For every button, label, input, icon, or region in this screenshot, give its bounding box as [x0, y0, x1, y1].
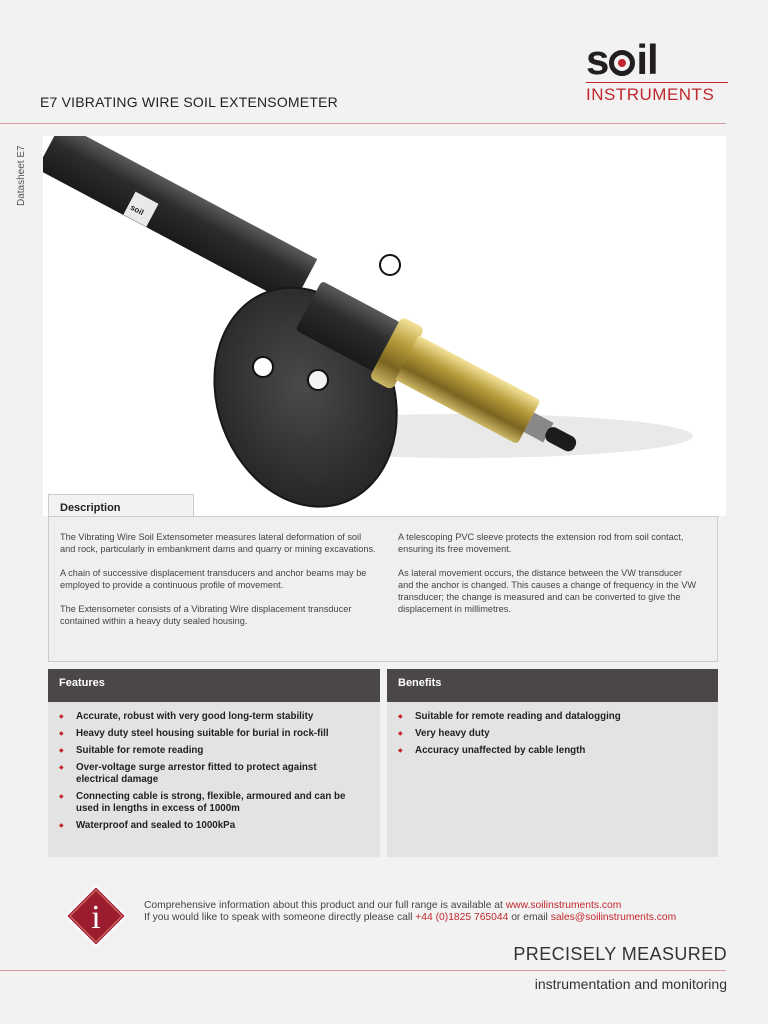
description-tab: Description [48, 494, 194, 517]
description-box [48, 516, 718, 662]
features-list [48, 702, 380, 832]
flange-plate [185, 262, 427, 516]
extensometer-illustration [43, 136, 726, 516]
list-item: ◆ Accuracy unaffected by cable length [415, 745, 690, 757]
list-item: ◆ Connecting cable is strong, flexible, armoured and can be used in lengths in excess of 1000m [76, 791, 351, 815]
website-link[interactable]: www.soilinstruments.com [505, 900, 622, 911]
logo-subtitle: INSTRUMENTS [586, 82, 728, 105]
footer-divider [0, 970, 726, 971]
list-item: ◆ Over-voltage surge arrestor fitted to protect against electrical damage [76, 762, 351, 786]
flange-bolt [308, 370, 328, 390]
description-paragraph: The Extensometer consists of a Vibrating Wire displacement transducer contained within a heavy duty sealed housing. [60, 604, 352, 626]
email-link[interactable]: sales@soilinstruments.com [550, 912, 677, 923]
info-icon [64, 884, 128, 948]
tagline: PRECISELY MEASURED [513, 944, 727, 964]
description-paragraph: The Vibrating Wire Soil Extensometer measures lateral deformation of soil and rock, particularly in embankment dams and quarry or mining excavations. [60, 532, 376, 554]
tube-label: soil [128, 202, 146, 218]
logo-letter-s: s [586, 36, 609, 83]
list-item: ◆ Suitable for remote reading [76, 745, 351, 757]
main-tube [43, 136, 317, 305]
features-heading: Features [48, 669, 380, 702]
product-photo [43, 136, 726, 516]
benefits-list [387, 702, 718, 757]
benefits-heading: Benefits [387, 669, 718, 702]
logo-o-icon [609, 50, 635, 76]
flange-hole-left [253, 357, 273, 377]
list-item: ◆ Accurate, robust with very good long-term stability [76, 711, 351, 723]
features-panel [48, 669, 380, 857]
info-line-2: If you would like to speak with someone directly please call +44 (0)1825 765044 or email sales@soilinstruments.com [144, 912, 677, 923]
list-item: ◆ Very heavy duty [415, 728, 690, 740]
info-letter: i [91, 899, 101, 936]
sub-tagline: instrumentation and monitoring [534, 976, 727, 992]
list-item: ◆ Waterproof and sealed to 1000kPa [76, 820, 351, 832]
header-divider [0, 123, 726, 124]
description-left-column [60, 531, 378, 639]
info-line-1: Comprehensive information about this product and our full range is available at www.soilinstruments.com [144, 900, 622, 911]
list-item: ◆ Heavy duty steel housing suitable for burial in rock-fill [76, 728, 351, 740]
benefits-panel [387, 669, 718, 857]
datasheet-side-label: Datasheet E7 [16, 145, 27, 206]
description-right-column [398, 531, 698, 627]
soil-instruments-logo [586, 36, 728, 105]
logo-wordmark [586, 36, 728, 83]
list-item: ◆ Suitable for remote reading and datalogging [415, 711, 690, 723]
description-paragraph: As lateral movement occurs, the distance between the VW transducer and the anchor is changed. This causes a change of frequency in the VW transducer; the change is measured and can be converted to give the displacement in millimetres. [398, 568, 697, 614]
flange-hole-top [380, 255, 400, 275]
document-title: E7 VIBRATING WIRE SOIL EXTENSOMETER [40, 94, 338, 110]
description-paragraph: A chain of successive displacement transducers and anchor beams may be employed to provide a continuous profile of movement. [60, 568, 367, 590]
logo-letters-il: il [636, 36, 658, 83]
phone-number[interactable]: +44 (0)1825 765044 [415, 912, 509, 923]
contact-info [144, 900, 676, 924]
description-paragraph: A telescoping PVC sleeve protects the extension rod from soil contact, ensuring its free movement. [398, 532, 684, 554]
